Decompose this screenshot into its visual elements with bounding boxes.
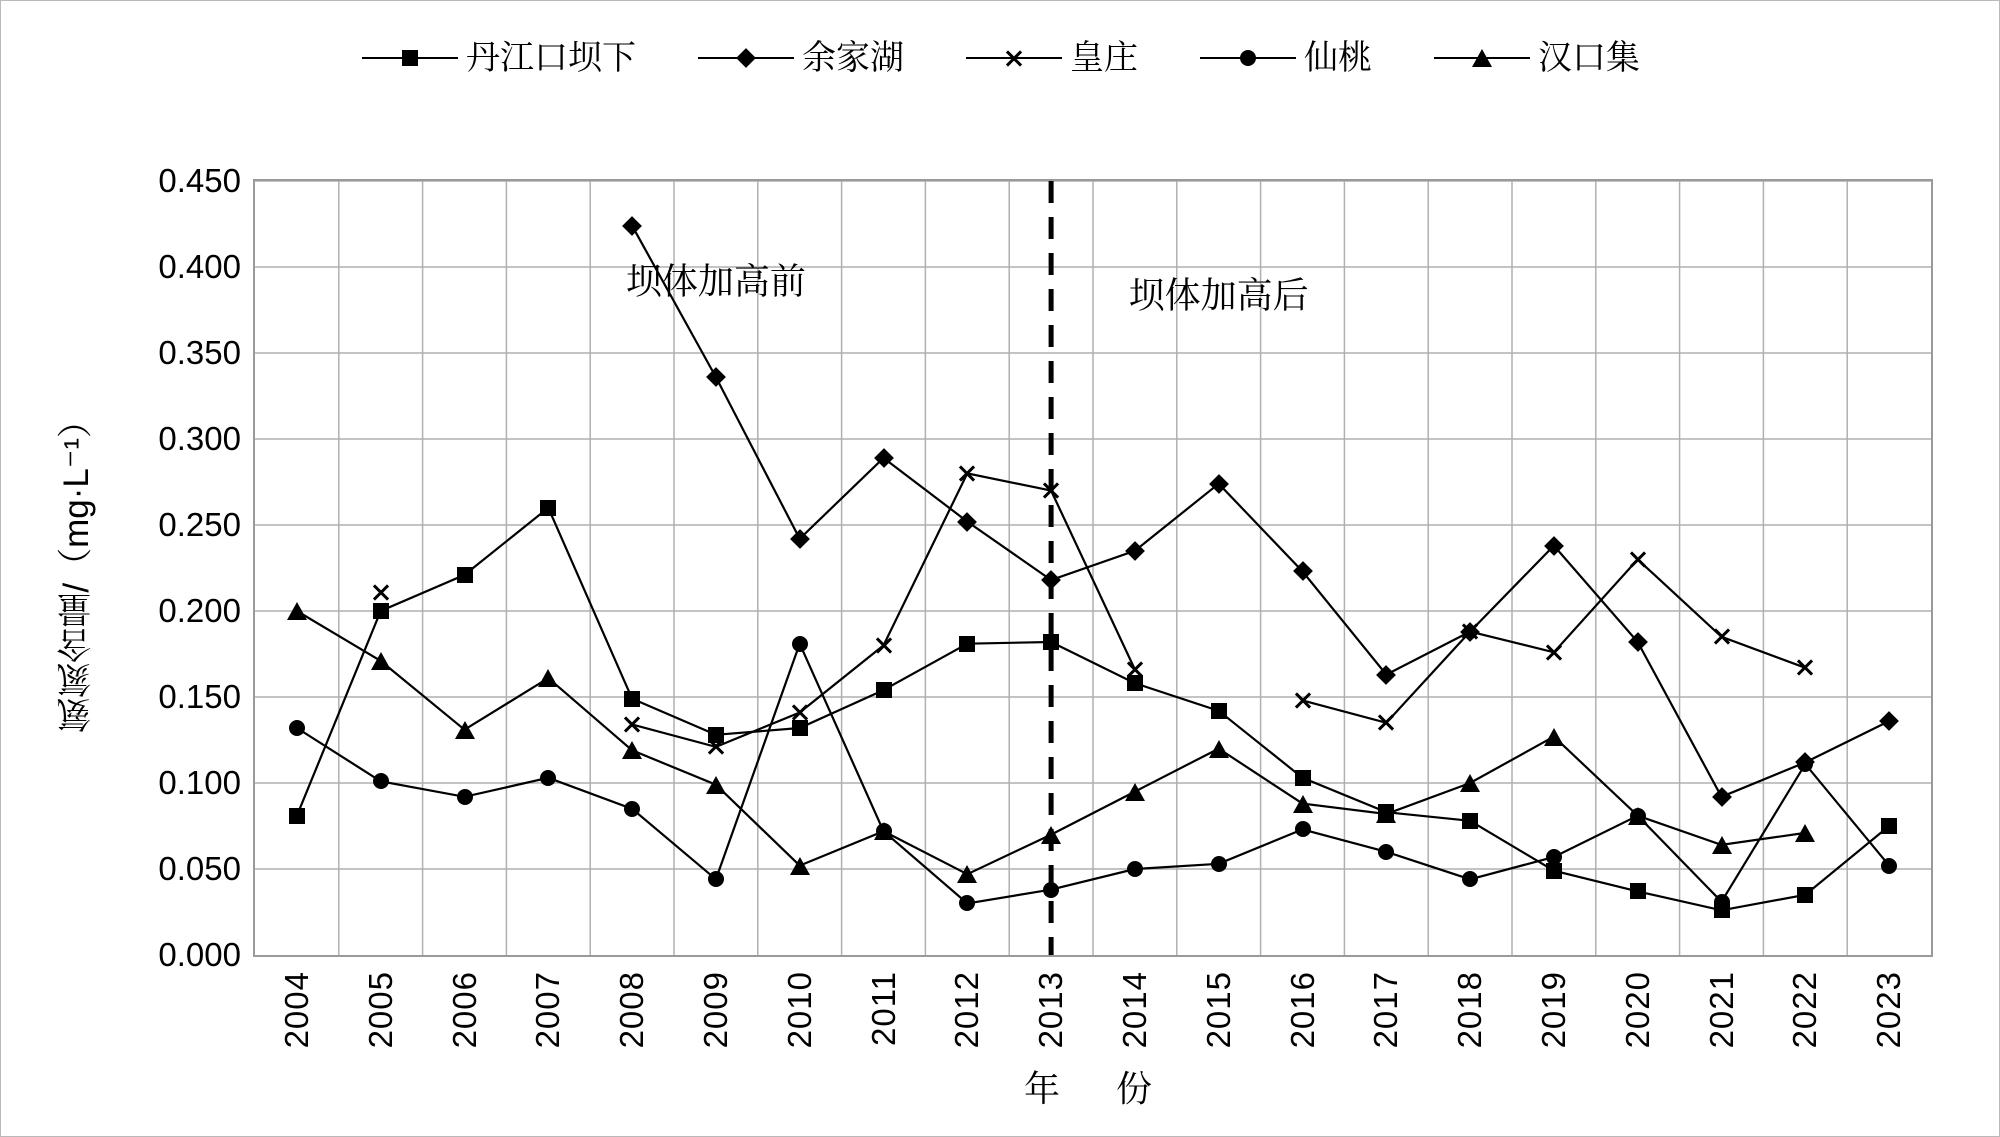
legend-marker-diamond-icon xyxy=(698,44,794,72)
x-axis-tick-label: 2022 xyxy=(1786,971,1824,1049)
y-axis-tick-label: 0.000 xyxy=(158,936,241,973)
chart-annotation-1: 坝体加高前 xyxy=(625,260,806,302)
x-axis-tick-label: 2005 xyxy=(361,971,399,1049)
legend-marker-square-icon xyxy=(362,44,458,72)
y-axis-tick-label: 0.350 xyxy=(158,334,241,371)
y-axis-tick-label: 0.150 xyxy=(158,678,241,715)
legend-item-label: 余家湖 xyxy=(802,39,904,77)
plot-area xyxy=(158,162,1933,1049)
plot-area-wrapper xyxy=(158,162,1933,1049)
legend-item-label: 仙桃 xyxy=(1304,39,1372,77)
legend-marker-cross-icon xyxy=(966,44,1062,72)
y-axis-tick-label: 0.100 xyxy=(158,764,241,801)
x-axis-tick-label: 2014 xyxy=(1115,971,1153,1049)
y-axis-tick-label: 0.050 xyxy=(158,850,241,887)
series-layer xyxy=(255,181,1931,955)
x-axis-tick-label: 2012 xyxy=(948,971,986,1049)
x-axis-tick-label: 2019 xyxy=(1534,971,1572,1049)
x-axis-tick-label: 2006 xyxy=(445,971,483,1049)
x-axis-tick-label: 2018 xyxy=(1451,971,1489,1049)
x-axis-tick-label: 2016 xyxy=(1283,971,1321,1049)
y-axis-tick-label: 0.200 xyxy=(158,592,241,629)
legend-item-2 xyxy=(698,41,904,75)
x-axis-tick-label: 2013 xyxy=(1032,971,1070,1049)
chart-annotation-2: 坝体加高后 xyxy=(1128,274,1309,316)
legend-item-label: 汉口集 xyxy=(1538,39,1640,77)
x-axis-tick-label: 2015 xyxy=(1199,971,1237,1049)
legend-item-4 xyxy=(1200,41,1372,75)
x-axis-tick-label: 2020 xyxy=(1618,971,1656,1049)
x-axis-tick-label: 2010 xyxy=(780,971,818,1049)
y-axis-title-text: 氨氮含量/（mg·L⁻¹） xyxy=(57,403,96,733)
legend-item-5 xyxy=(1434,41,1640,75)
x-axis-tick-label: 2004 xyxy=(277,971,315,1049)
legend-item-1 xyxy=(362,41,636,75)
legend-item-3 xyxy=(966,41,1138,75)
y-axis-title xyxy=(49,179,105,957)
legend-item-label: 丹江口坝下 xyxy=(466,39,636,77)
x-axis-tick-label: 2011 xyxy=(864,971,902,1046)
legend-item-label: 皇庄 xyxy=(1070,39,1138,77)
legend-marker-circle-icon xyxy=(1200,44,1296,72)
y-axis-tick-label: 0.250 xyxy=(158,506,241,543)
y-axis-tick-label: 0.450 xyxy=(158,162,241,199)
x-axis-tick-label: 2009 xyxy=(696,971,734,1049)
legend-marker-triangle-icon xyxy=(1434,44,1530,72)
x-axis-tick-label: 2023 xyxy=(1870,971,1908,1049)
y-axis-tick-label: 0.300 xyxy=(158,420,241,457)
x-axis-tick-label: 2008 xyxy=(613,971,651,1049)
x-axis-tick-label: 2021 xyxy=(1702,971,1740,1049)
x-axis-tick-label: 2007 xyxy=(529,971,567,1049)
x-axis-title: 年 份 xyxy=(1023,1068,1162,1109)
x-axis-tick-label: 2017 xyxy=(1367,971,1405,1049)
y-axis-tick-label: 0.400 xyxy=(158,248,241,285)
chart-legend xyxy=(1,41,2000,75)
